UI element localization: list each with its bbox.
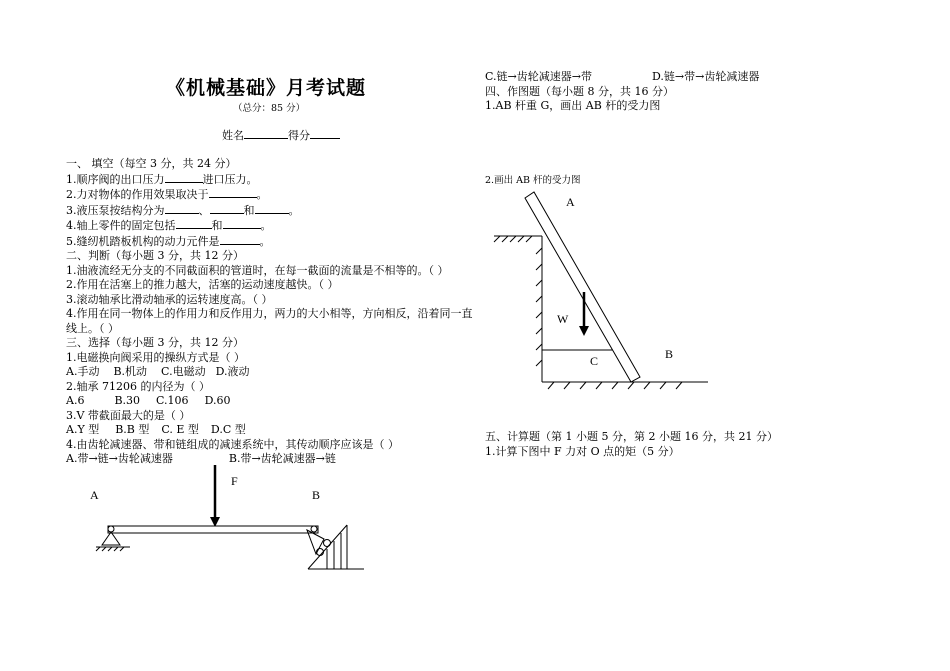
ladder-figure (490, 192, 715, 397)
option: D.链→带→齿轮减速器 (651, 70, 760, 83)
drawing-q2: 2.画出 AB 杆的受力图 (485, 175, 581, 186)
drawing-q1: 1.AB 杆重 G，画出 AB 杆的受力图 (485, 99, 661, 112)
label-a: A (90, 488, 99, 502)
option: C.链→齿轮减速器→带 (485, 70, 592, 83)
section-3-heading: 三、选择（每小题 3 分，共 12 分） (66, 336, 244, 349)
answer-blank[interactable] (165, 203, 199, 214)
judge-q3: 3.滚动轴承比滑动轴承的运转速度高。（ ） (66, 292, 273, 306)
label-b: B (665, 347, 674, 361)
beam (108, 526, 318, 533)
name-blank[interactable] (244, 128, 288, 139)
fill-q5: 5.缝纫机踏板机构的动力元件是 。 (66, 234, 271, 248)
option: A.带→链→齿轮减速器 (66, 452, 173, 465)
force-arrow (210, 465, 220, 527)
name-score-line (222, 128, 340, 144)
option: A.Y 型 (66, 423, 100, 436)
beam-figure (86, 465, 376, 580)
section-5-heading: 五、计算题（第 1 小题 5 分，第 2 小题 16 分，共 21 分） (485, 430, 778, 443)
option: C.106 (156, 394, 189, 407)
option: C. E 型 (161, 423, 199, 436)
calc-q1: 1.计算下图中 F 力对 O 点的矩（5 分） (485, 444, 680, 458)
choice-q2: 2.轴承 71206 的内径为（ ） (66, 379, 210, 393)
answer-blank[interactable] (210, 203, 244, 214)
option: D.液动 (215, 365, 250, 378)
roller-support-b (307, 525, 364, 569)
judge-q4-line1: 4.作用在同一物体上的作用力和反作用力，两力的大小相等，方向相反，沿着同一直 (66, 307, 473, 320)
label-a: A (566, 195, 575, 209)
label-b: B (312, 488, 321, 502)
option: B.30 (114, 394, 141, 407)
right-column-top (485, 70, 759, 114)
option: D.C 型 (210, 423, 246, 436)
choice-q1: 1.电磁换向阀采用的操纵方式是（ ） (66, 350, 245, 364)
total-score: （总分：85 分） (233, 103, 306, 114)
wall (536, 236, 542, 382)
name-label: 姓名 (222, 129, 244, 142)
choice-q3: 3.V 带截面最大的是（ ） (66, 408, 191, 422)
fill-q3: 3.液压泵按结构分为 、 和 。 (66, 203, 300, 217)
judge-q4-line2: 线上。（ ） (66, 321, 119, 335)
judge-q1: 1.油液流经无分支的不同截面积的管道时，在每一截面的流量是不相等的。（ ） (66, 263, 449, 277)
section-4-heading: 四、作图题（每小题 8 分，共 16 分） (485, 84, 674, 98)
answer-blank[interactable] (176, 218, 212, 229)
label-w: W (557, 312, 569, 326)
choice-q4: 4.由齿轮减速器、带和链组成的减速系统中，其传动顺序应该是（ ） (66, 437, 399, 451)
judge-q2: 2.作用在活塞上的推力越大，活塞的运动速度越快。（ ） (66, 278, 339, 291)
page-title: 《机械基础》月考试题 (166, 77, 367, 99)
answer-blank[interactable] (209, 187, 257, 198)
option: A.手动 (66, 365, 100, 378)
section-1-heading: 一、 填空（每空 3 分，共 24 分） (66, 157, 237, 170)
option: B.带→齿轮减速器→链 (228, 452, 336, 465)
option: B.B 型 (115, 423, 150, 436)
option: B.机动 (113, 365, 148, 378)
answer-blank[interactable] (223, 218, 261, 229)
answer-blank[interactable] (220, 234, 260, 245)
answer-blank[interactable] (165, 172, 203, 183)
choice-q2-options (66, 394, 473, 409)
option: C.电磁动 (161, 365, 206, 378)
choice-q1-options (66, 365, 473, 380)
score-blank[interactable] (310, 128, 340, 139)
fill-q1: 1.顺序阀的出口压力 进口压力。 (66, 172, 258, 186)
floor (542, 382, 708, 389)
section-2-heading: 二、判断（每小题 3 分，共 12 分） (66, 249, 244, 262)
choice-q4-options-cd (485, 70, 759, 85)
answer-blank[interactable] (255, 203, 289, 214)
left-column (66, 157, 473, 467)
label-c: C (590, 354, 599, 368)
choice-q3-options (66, 423, 473, 438)
option: D.60 (204, 394, 231, 407)
upper-ground (494, 236, 542, 242)
option: A.6 (66, 394, 85, 407)
fill-q4: 4.轴上零件的固定包括 和 。 (66, 219, 272, 232)
score-label: 得分 (288, 129, 310, 142)
label-f: F (231, 474, 238, 488)
fill-q2: 2.力对物体的作用效果取决于 。 (66, 188, 268, 201)
right-column-bottom (485, 430, 778, 459)
